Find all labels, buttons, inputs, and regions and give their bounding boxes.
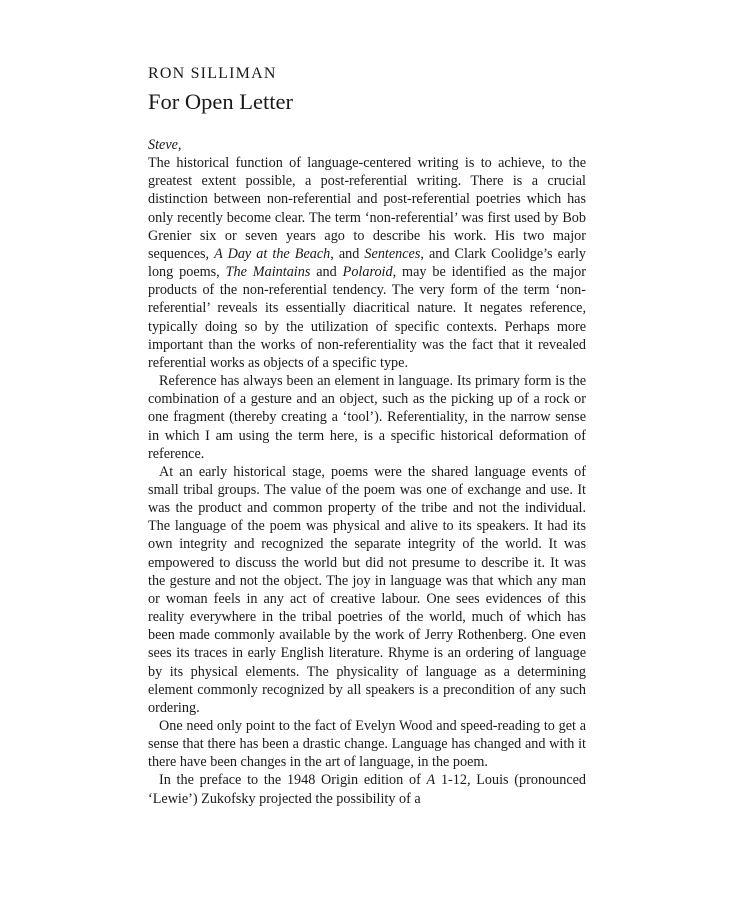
paragraph-1-text: The historical function of language-centered writing is to achieve, to the greatest extent possible, a post-referential writing. There is a crucial distinction between non-referential and post-referential poetries which has only recently become clear. The term ‘non-referential’ was first used by Bob Grenier six or seven years ago to describe his work. His two major sequences,	[148, 155, 586, 262]
paragraph-4: One need only point to the fact of Evelyn Wood and speed-reading to get a sense that there has been a drastic change. Language has changed and with it there have been changes in the art of language, in the poem.	[148, 718, 586, 771]
paragraph-1	[148, 154, 586, 372]
paragraph-3: At an early historical stage, poems were the shared language events of small tribal groups. The value of the poem was one of exchange and use. It was the product and common property of the tribe and not the individual. The language of the poem was physical and alive to its speakers. It had its own integrity and recognized the separate integrity of the world. It was empowered to discuss the world but did not presume to describe it. It was the gesture and not the object. The joy in language was that which any man or woman feels in any act of creative labour. One sees evidences of this reality everywhere in the tribal poetries of the world, much of which has been made commonly available by the work of Jerry Rothenberg. One even sees its traces in early English literature. Rhyme is an ordering of language by its physical elements. The physicality of language as a determining element commonly recognized by all speakers is a precondition of any such ordering.	[148, 463, 586, 716]
letter-body	[148, 136, 586, 808]
paragraph-5-text: 1-12, Louis (pronounced ‘Lewie’) Zukofsky projected the possibility of a	[148, 772, 587, 807]
paragraph-1-text: , and Clark Coolidge’s early long poems,	[148, 245, 586, 281]
work-title-a-day-at-the-beach: A Day at the Beach	[214, 245, 331, 262]
author-name: RON SILLIMAN	[148, 65, 277, 82]
work-title-a: A	[426, 772, 436, 789]
page-title: For Open Letter	[148, 89, 293, 114]
paragraph-2: Reference has always been an element in language. Its primary form is the combination of a gesture and an object, such as the picking up of a rock or one fragment (thereby creating a ‘tool’). Referentiality, in the narrow sense in which I am using the term here, is a specific historical deformation of reference.	[148, 373, 586, 462]
paragraph-1-text: and	[310, 264, 343, 281]
work-title-polaroid: Polaroid	[342, 264, 393, 281]
paragraph-1-text: , may be identified as the major products of the non-referential tendency. The very form of the term ‘non-referential’ reveals its essentially diacritical nature. It negates reference, typically doing so by the utilization of specific contexts. Perhaps more important than the works of non-referentiality was the fact that it revealed referential works as objects of a specific type.	[148, 264, 586, 371]
work-title-the-maintains: The Maintains	[225, 264, 311, 281]
page	[148, 64, 587, 807]
paragraph-1-text: , and	[330, 245, 365, 262]
paragraph-5-text: In the preface to the 1948 Origin edition of	[159, 772, 427, 789]
paragraph-5	[148, 771, 586, 807]
salutation: Steve,	[148, 137, 182, 153]
work-title-sentences: Sentences	[364, 245, 421, 262]
